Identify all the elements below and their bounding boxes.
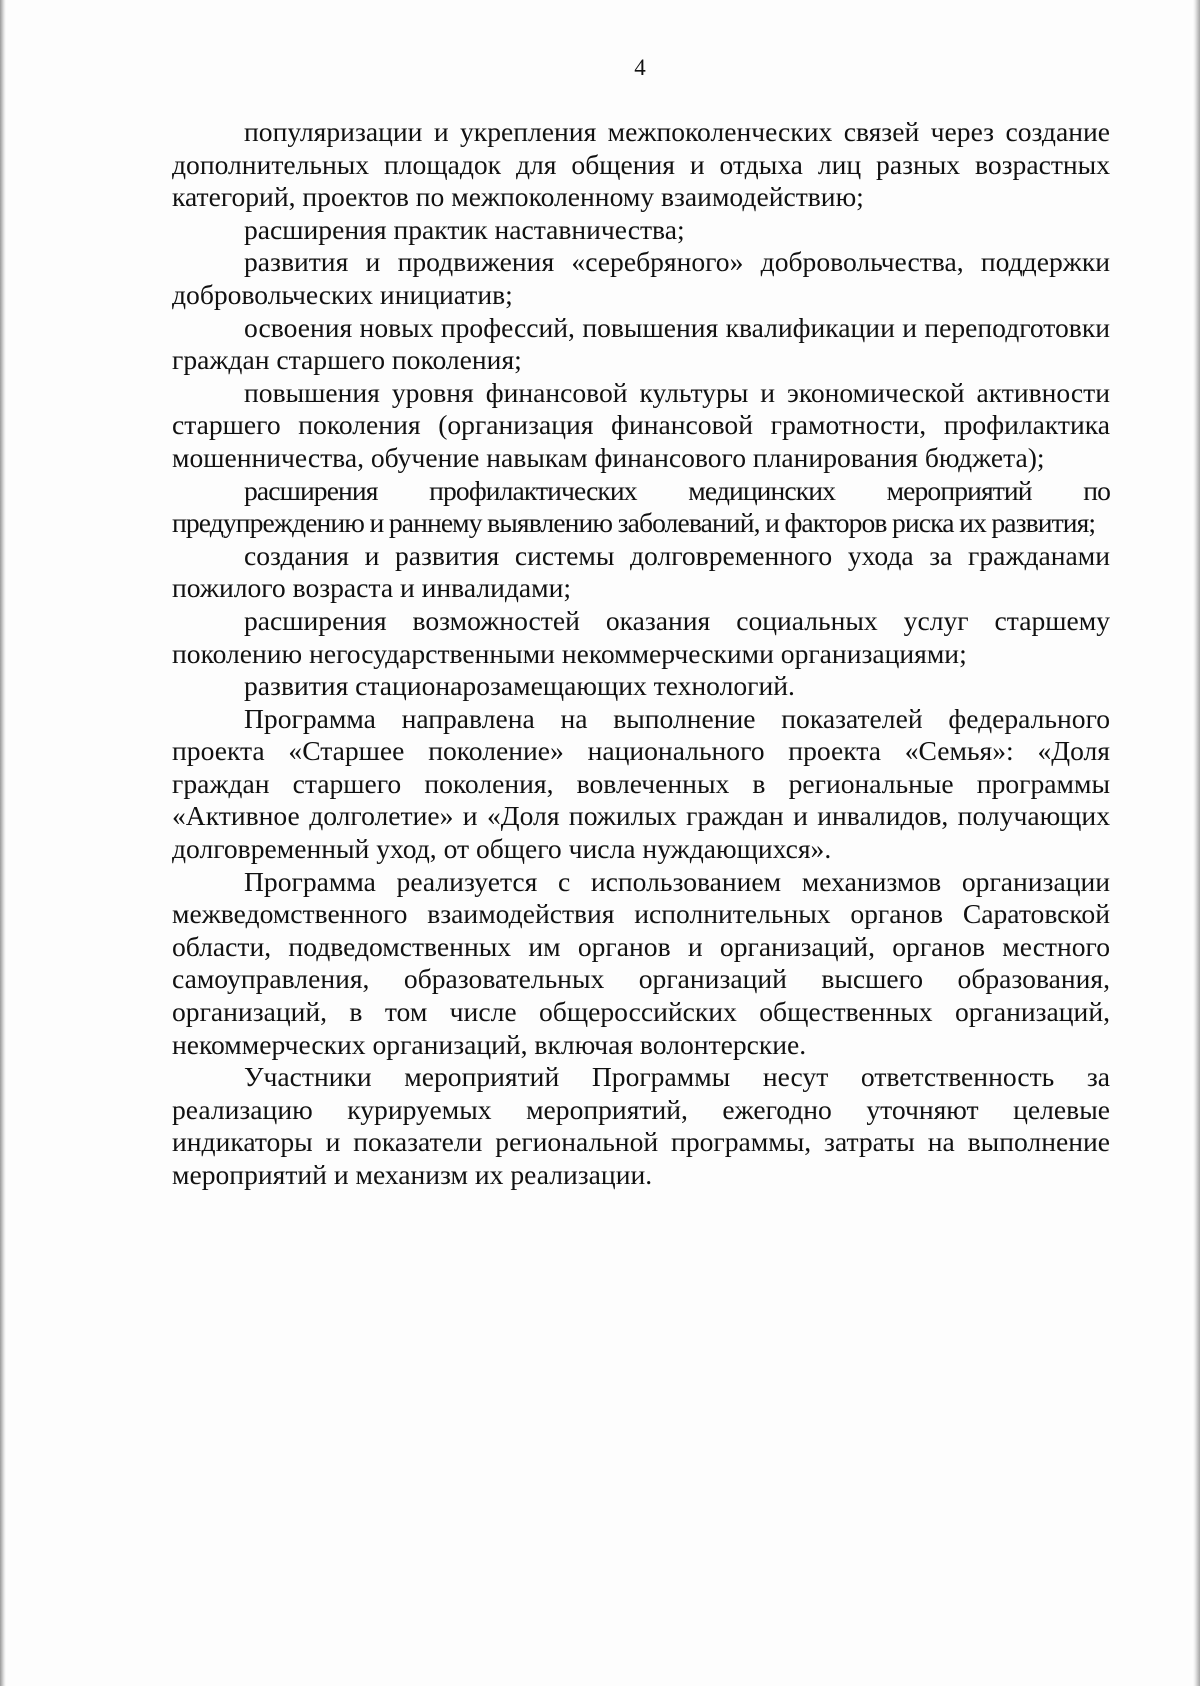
- scan-edge-right: [1193, 0, 1200, 1686]
- paragraph-preventive-medicine: расширения профилактических медицинских мероприятий по предупреждению и раннему выявлению заболеваний, и факторов риска их развития;: [172, 474, 1110, 539]
- document-body: [172, 116, 1110, 1192]
- paragraph-social-services: расширения возможностей оказания социальных услуг старшему поколению негосударственными некоммерческими организациями;: [172, 604, 1110, 669]
- paragraph-financial-culture: повышения уровня финансовой культуры и экономической активности старшего поколения (организация финансовой грамотности, профилактика мошенничества, обучение навыкам финансового планирования бюджета);: [172, 376, 1110, 473]
- paragraph-new-professions: освоения новых профессий, повышения квалификации и переподготовки граждан старшего поколения;: [172, 311, 1110, 376]
- paragraph-long-term-care: создания и развития системы долговременного ухода за гражданами пожилого возраста и инвалидами;: [172, 539, 1110, 604]
- page-number: 4: [634, 55, 646, 80]
- paragraph-program-participants: Участники мероприятий Программы несут ответственность за реализацию курируемых мероприятий, ежегодно уточняют целевые индикаторы и показатели региональной программы, затраты на выполнение мероприятий и механизм их реализации.: [172, 1061, 1110, 1190]
- paragraph-mentoring: расширения практик наставничества;: [244, 213, 685, 245]
- paragraph-program-mechanisms: Программа реализуется с использованием механизмов организации межведомственного взаимодействия исполнительных органов Саратовской области, подведомственных им органов и организаций, органов местного самоуправления, образовательных организаций высшего образования, организаций, в том числе общероссийских общественных организаций, некоммерческих организаций, включая волонтерские.: [172, 865, 1110, 1060]
- paragraph-inpatient-replacement: развития стационарозамещающих технологий.: [244, 670, 795, 702]
- scan-edge-left: [0, 0, 6, 1686]
- paragraph-intergenerational-ties: популяризации и укрепления межпоколенческих связей через создание дополнительных площадок для общения и отдыха лиц разных возрастных категорий, проектов по межпоколенному взаимодействию;: [172, 116, 1110, 213]
- paragraph-silver-volunteering: развития и продвижения «серебряного» добровольчества, поддержки добровольческих инициатив;: [172, 246, 1110, 310]
- paragraph-program-indicators: Программа направлена на выполнение показателей федерального проекта «Старшее поколение» национального проекта «Семья»: «Доля граждан старшего поколения, вовлеченных в региональные программы «Активное долголетие» и «Доля пожилых граждан и инвалидов, получающих долговременный уход, от общего числа нуждающихся».: [172, 702, 1110, 865]
